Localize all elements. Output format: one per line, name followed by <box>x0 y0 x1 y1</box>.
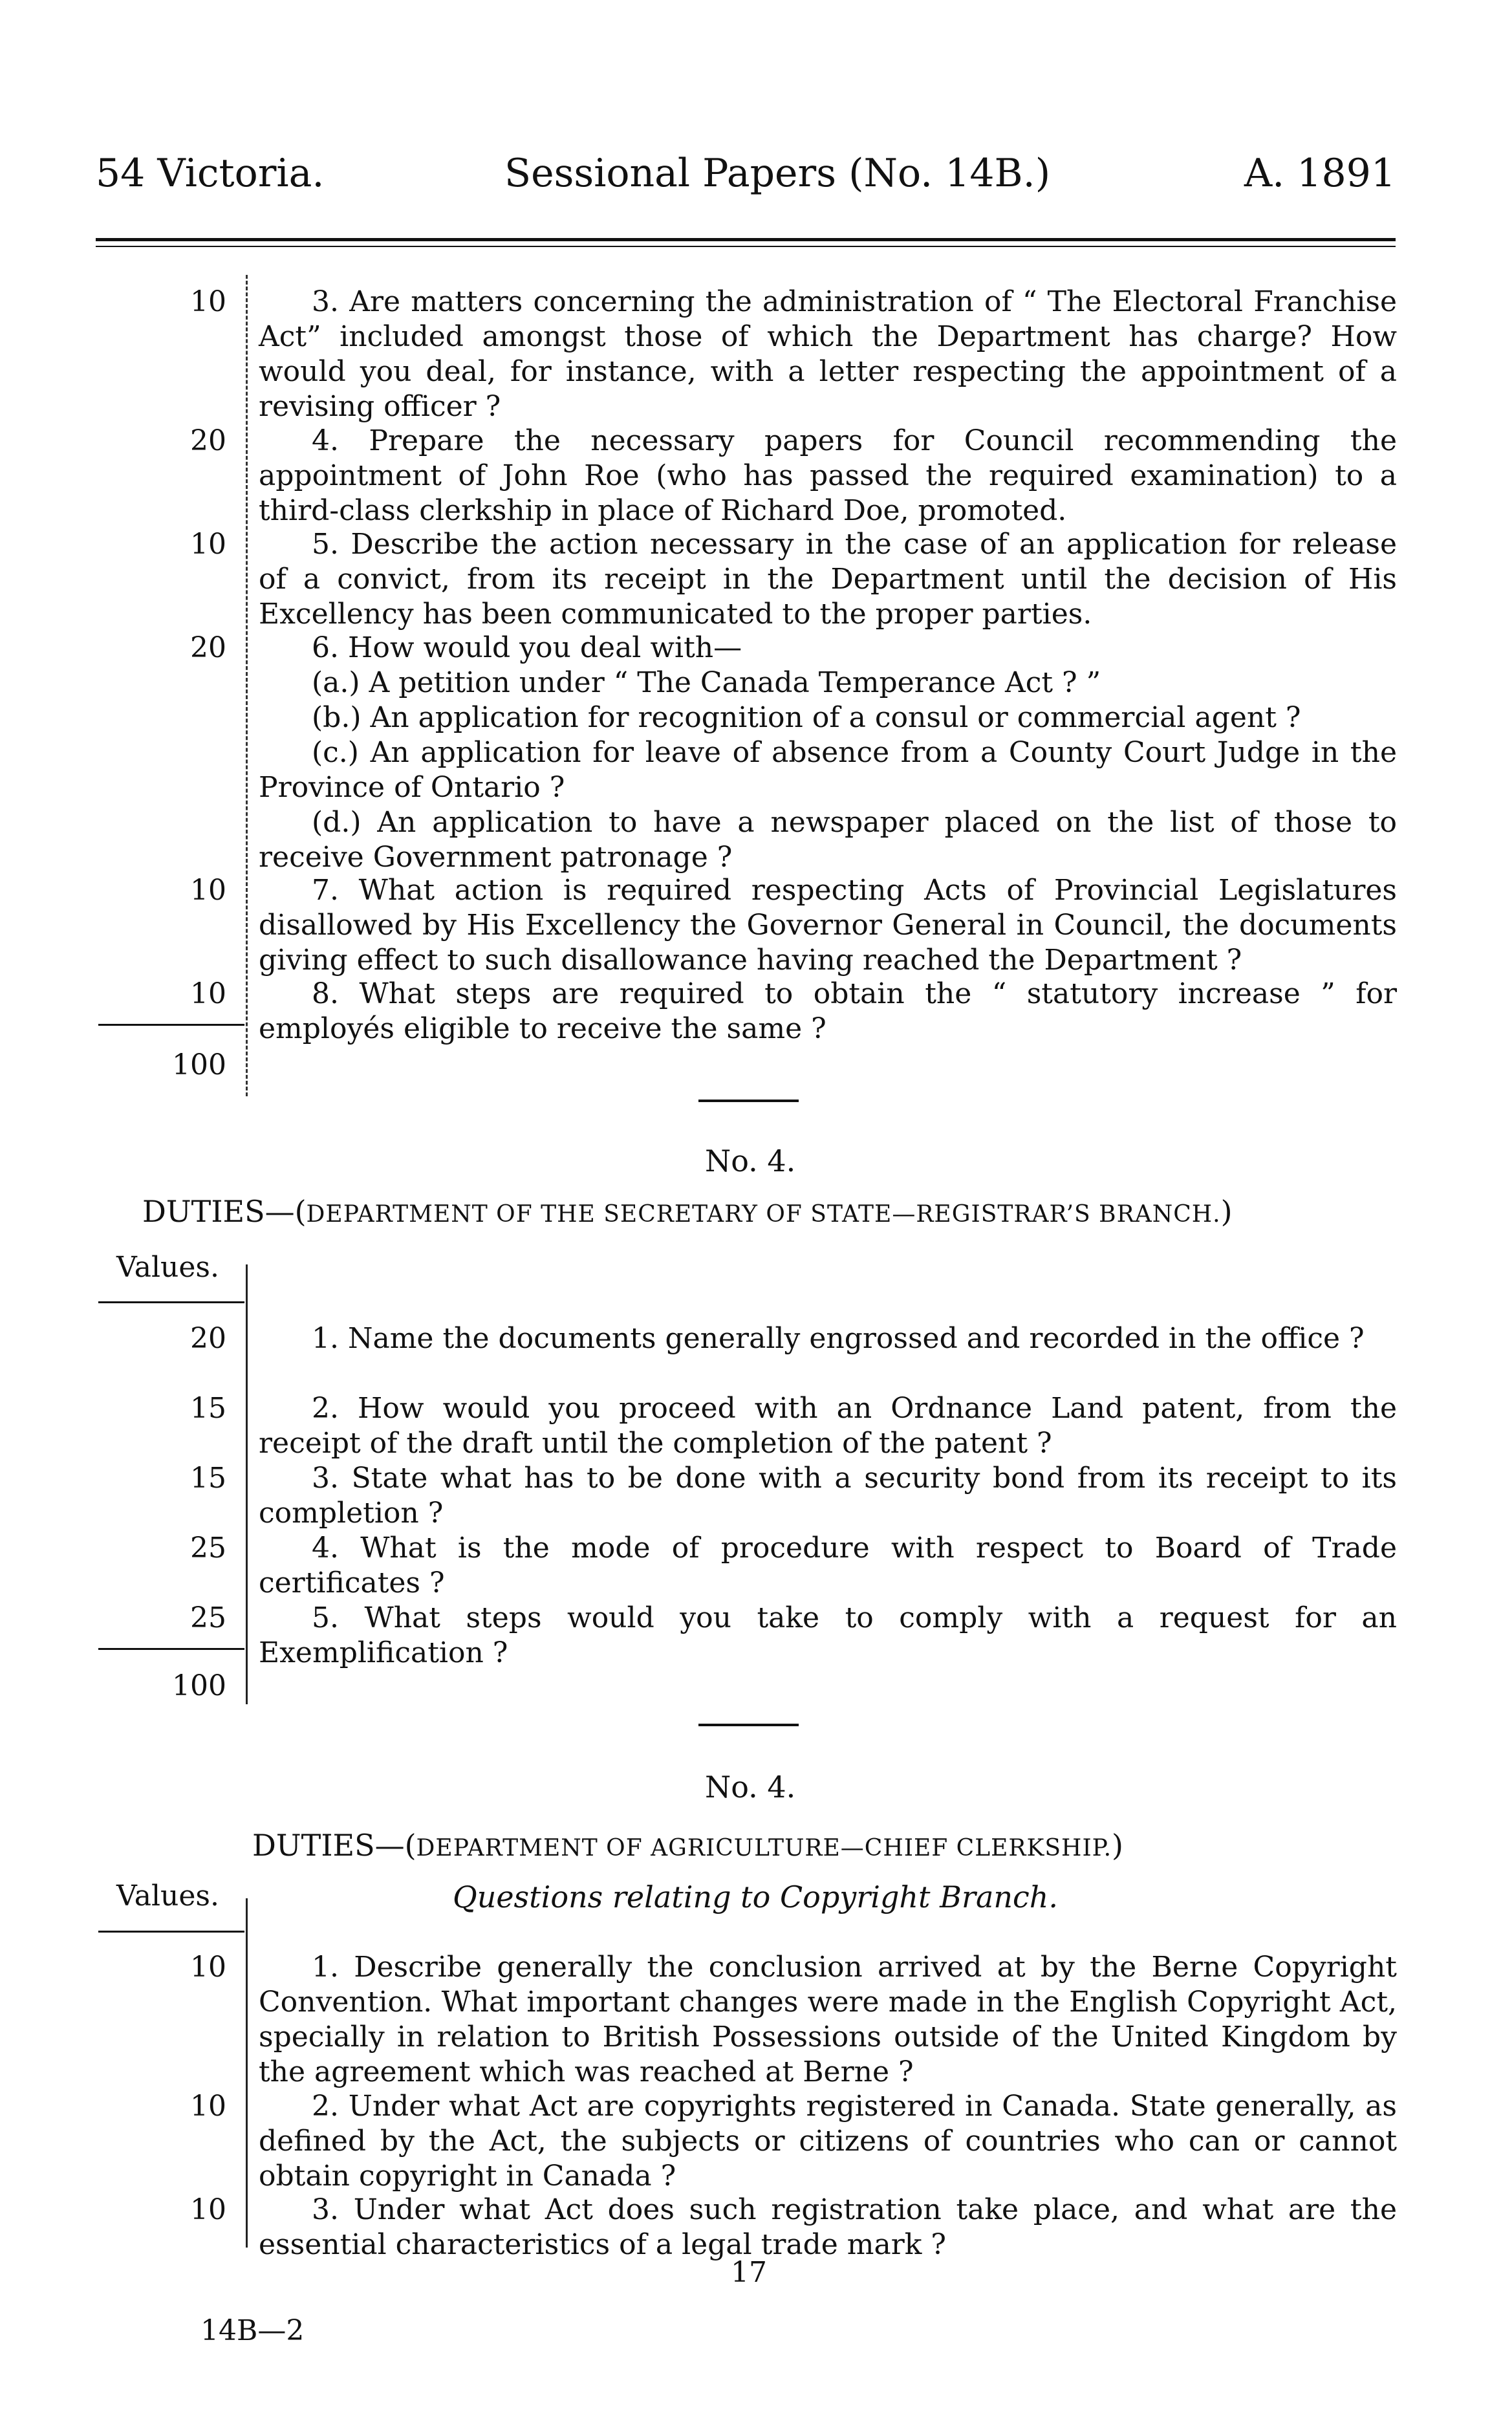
section2-question-4: 4. What is the mode of procedure with respect to Board of Trade certificates ? <box>259 1532 1397 1599</box>
question-4: 4. Prepare the necessary papers for Council recommending the appointment of John Roe (who has passed the required examination) to a third-class clerkship in place of Richard Doe, promoted. <box>259 424 1397 527</box>
signature-mark: 14B—2 <box>200 2314 305 2347</box>
question-3: 3. Are matters concerning the administration of “ The Electoral Franchise Act” included amongst those of which the Department has charge? How would you deal, for instance, with a letter respecting the appointment of a revising officer ? <box>259 285 1397 423</box>
section3-question-1: 1. Describe generally the conclusion arrived at by the Berne Copyright Convention. What important changes were made in the English Copyright Act, specially in relation to British Possessions outside of the United Kingdom by the agreement which was reached at Berne ? <box>259 1951 1397 2088</box>
value-q4: 20 <box>190 424 226 457</box>
section-separator-2 <box>698 1724 799 1726</box>
section1-total-rule <box>98 1024 244 1026</box>
section2-value-4: 25 <box>190 1532 226 1565</box>
section2-values-label-rule <box>98 1301 244 1303</box>
section3-values-label: Values. <box>116 1880 219 1913</box>
section2-question-3: 3. State what has to be done with a security bond from its receipt to its completion ? <box>259 1462 1397 1530</box>
section3-subheading: Questions relating to Copyright Branch. <box>453 1880 1059 1914</box>
section3-value-3: 10 <box>190 2193 226 2226</box>
value-q3: 10 <box>190 285 226 318</box>
section1-total: 100 <box>172 1048 226 1081</box>
section1-column-rule <box>246 275 248 1096</box>
header-left: 54 Victoria. <box>96 151 325 196</box>
section2-column-rule <box>246 1264 248 1704</box>
question-6: 6. How would you deal with— <box>312 631 742 664</box>
question-8: 8. What steps are required to obtain the “ statutory increase ” for employés eligible to receive the same ? <box>259 977 1397 1045</box>
section3-question-2: 2. Under what Act are copyrights registered in Canada. State generally, as defined by the Act, the subjects or citizens of countries who can or cannot obtain copyright in Canada ? <box>259 2090 1397 2193</box>
question-6b: (b.) An application for recognition of a consul or commercial agent ? <box>312 701 1301 734</box>
section2-number: No. 4. <box>705 1144 796 1178</box>
section3-value-2: 10 <box>190 2090 226 2123</box>
section3-duties-heading: DUTIES—(DEPARTMENT OF AGRICULTURE—CHIEF CLERKSHIP.) <box>252 1828 1123 1863</box>
question-6a: (a.) A petition under “ The Canada Temperance Act ? ” <box>312 666 1101 699</box>
section3-number: No. 4. <box>705 1770 796 1805</box>
section2-value-3: 15 <box>190 1462 226 1495</box>
section2-question-1: 1. Name the documents generally engrossed and recorded in the office ? <box>312 1322 1365 1355</box>
header-right: A. 1891 <box>1244 151 1396 196</box>
section-separator-1 <box>698 1100 799 1102</box>
section2-value-5: 25 <box>190 1601 226 1634</box>
question-6c: (c.) An application for leave of absence from a County Court Judge in the Province of Ontario ? <box>259 736 1397 804</box>
section2-question-5: 5. What steps would you take to comply with a request for an Exemplification ? <box>259 1601 1397 1669</box>
header-center: Sessional Papers (No. 14B.) <box>504 151 1051 196</box>
section3-question-3: 3. Under what Act does such registration take place, and what are the essential characteristics of a legal trade mark ? <box>259 2193 1397 2261</box>
section3-values-label-rule <box>98 1931 244 1933</box>
section2-total: 100 <box>172 1669 226 1702</box>
section2-value-2: 15 <box>190 1392 226 1425</box>
question-6d: (d.) An application to have a newspaper placed on the list of those to receive Government patronage ? <box>259 806 1397 874</box>
section3-value-1: 10 <box>190 1951 226 1984</box>
value-q6: 20 <box>190 631 226 664</box>
section2-values-label: Values. <box>116 1251 219 1284</box>
header-rule-thin <box>96 246 1396 247</box>
section2-total-rule <box>98 1648 244 1650</box>
page-number: 17 <box>731 2256 767 2289</box>
header-rule-thick <box>96 238 1396 241</box>
value-q5: 10 <box>190 528 226 561</box>
section2-duties-heading: DUTIES—(DEPARTMENT OF THE SECRETARY OF STATE—REGISTRAR’S BRANCH.) <box>142 1194 1233 1229</box>
question-7: 7. What action is required respecting Acts of Provincial Legislatures disallowed by His Excellency the Governor General in Council, the documents giving effect to such disallowance having reached the Department ? <box>259 874 1397 977</box>
question-5: 5. Describe the action necessary in the case of an application for release of a convict, from its receipt in the Department until the decision of His Excellency has been communicated to the proper parties. <box>259 528 1397 631</box>
value-q8: 10 <box>190 977 226 1010</box>
section2-value-1: 20 <box>190 1322 226 1355</box>
value-q7: 10 <box>190 874 226 907</box>
section2-question-2: 2. How would you proceed with an Ordnance Land patent, from the receipt of the draft until the completion of the patent ? <box>259 1392 1397 1460</box>
section3-column-rule <box>246 1898 248 2248</box>
